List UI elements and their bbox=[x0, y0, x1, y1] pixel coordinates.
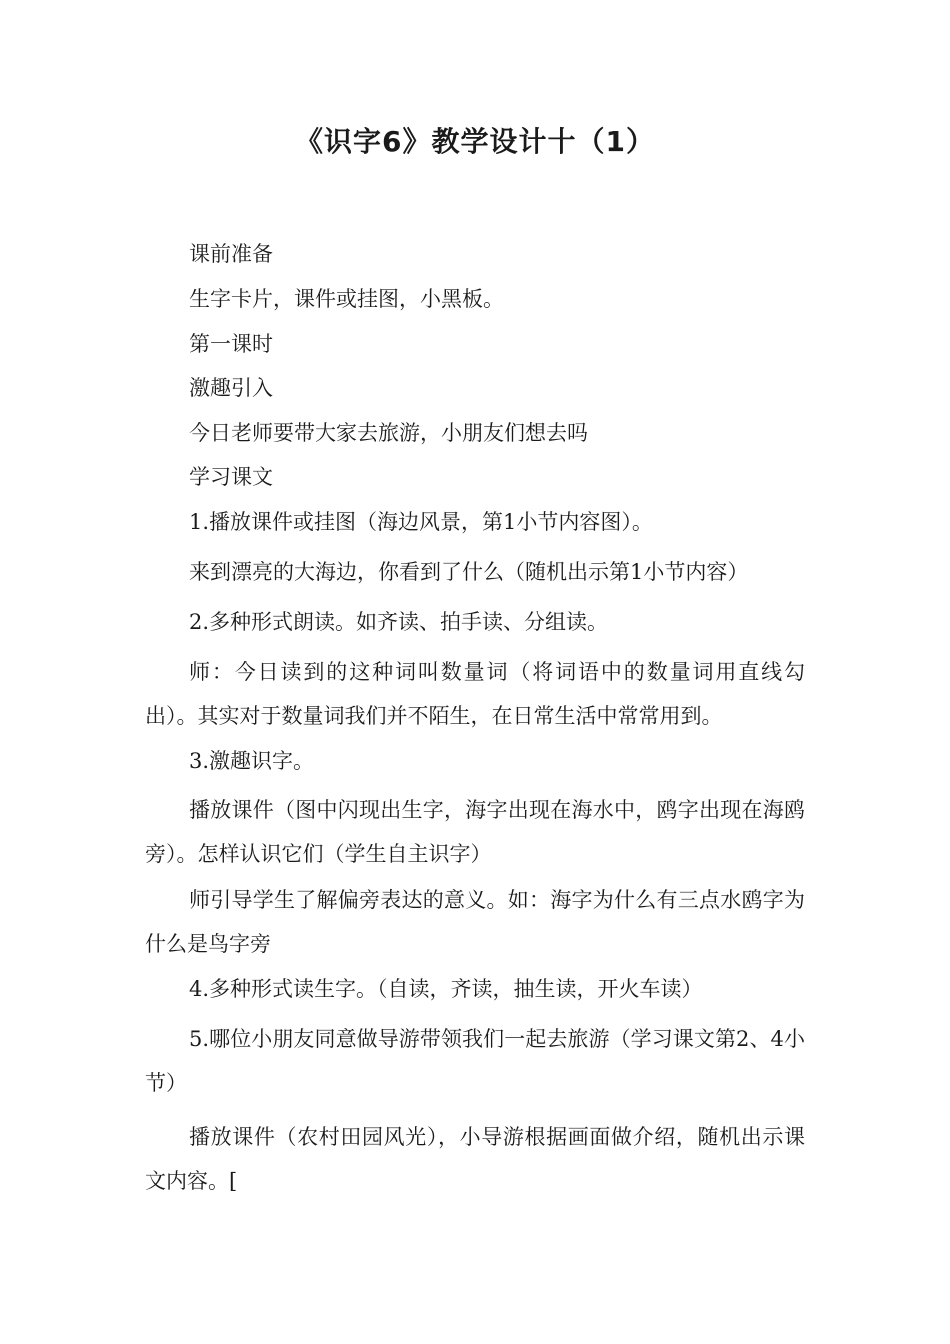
paragraph-teacher-quantifiers: 师：今日读到的这种词叫数量词（将词语中的数量词用直线勾出）。其实对于数量词我们并不陌生，在日常生活中常常用到。 bbox=[145, 660, 805, 728]
paragraph-intro-text: 今日老师要带大家去旅游，小朋友们想去吗 bbox=[189, 421, 588, 445]
paragraph-courseware-chars: 播放课件（图中闪现出生字，海字出现在海水中，鸥字出现在海鸥旁）。怎样认识它们（学生自主识字） bbox=[145, 798, 805, 866]
paragraph-radical-meaning: 师引导学生了解偏旁表达的意义。如：海字为什么有三点水鸥字为什么是鸟字旁 bbox=[145, 888, 805, 956]
paragraph-materials: 生字卡片，课件或挂图，小黑板。 bbox=[189, 287, 504, 311]
paragraph-preparation-heading: 课前准备 bbox=[189, 242, 273, 266]
paragraph-countryside: 播放课件（农村田园风光），小导游根据画面做介绍，随机出示课文内容。[ bbox=[145, 1125, 805, 1193]
paragraph-study-heading: 学习课文 bbox=[189, 465, 273, 489]
paragraph-seaside: 来到漂亮的大海边，你看到了什么（随机出示第1小节内容） bbox=[189, 560, 749, 584]
paragraph-first-lesson: 第一课时 bbox=[189, 332, 273, 356]
paragraph-step-2: 2.多种形式朗读。如齐读、拍手读、分组读。 bbox=[189, 610, 609, 634]
paragraph-step-3: 3.激趣识字。 bbox=[189, 749, 315, 773]
document-title: 《识字6》教学设计十（1） bbox=[295, 125, 655, 158]
paragraph-intro-heading: 激趣引入 bbox=[189, 376, 273, 400]
paragraph-step-4: 4.多种形式读生字。（自读，齐读，抽生读，开火车读） bbox=[189, 977, 703, 1001]
paragraph-step-1: 1.播放课件或挂图（海边风景，第1小节内容图）。 bbox=[189, 510, 653, 534]
paragraph-step-5: 5.哪位小朋友同意做导游带领我们一起去旅游（学习课文第2、4小节） bbox=[145, 1027, 805, 1095]
